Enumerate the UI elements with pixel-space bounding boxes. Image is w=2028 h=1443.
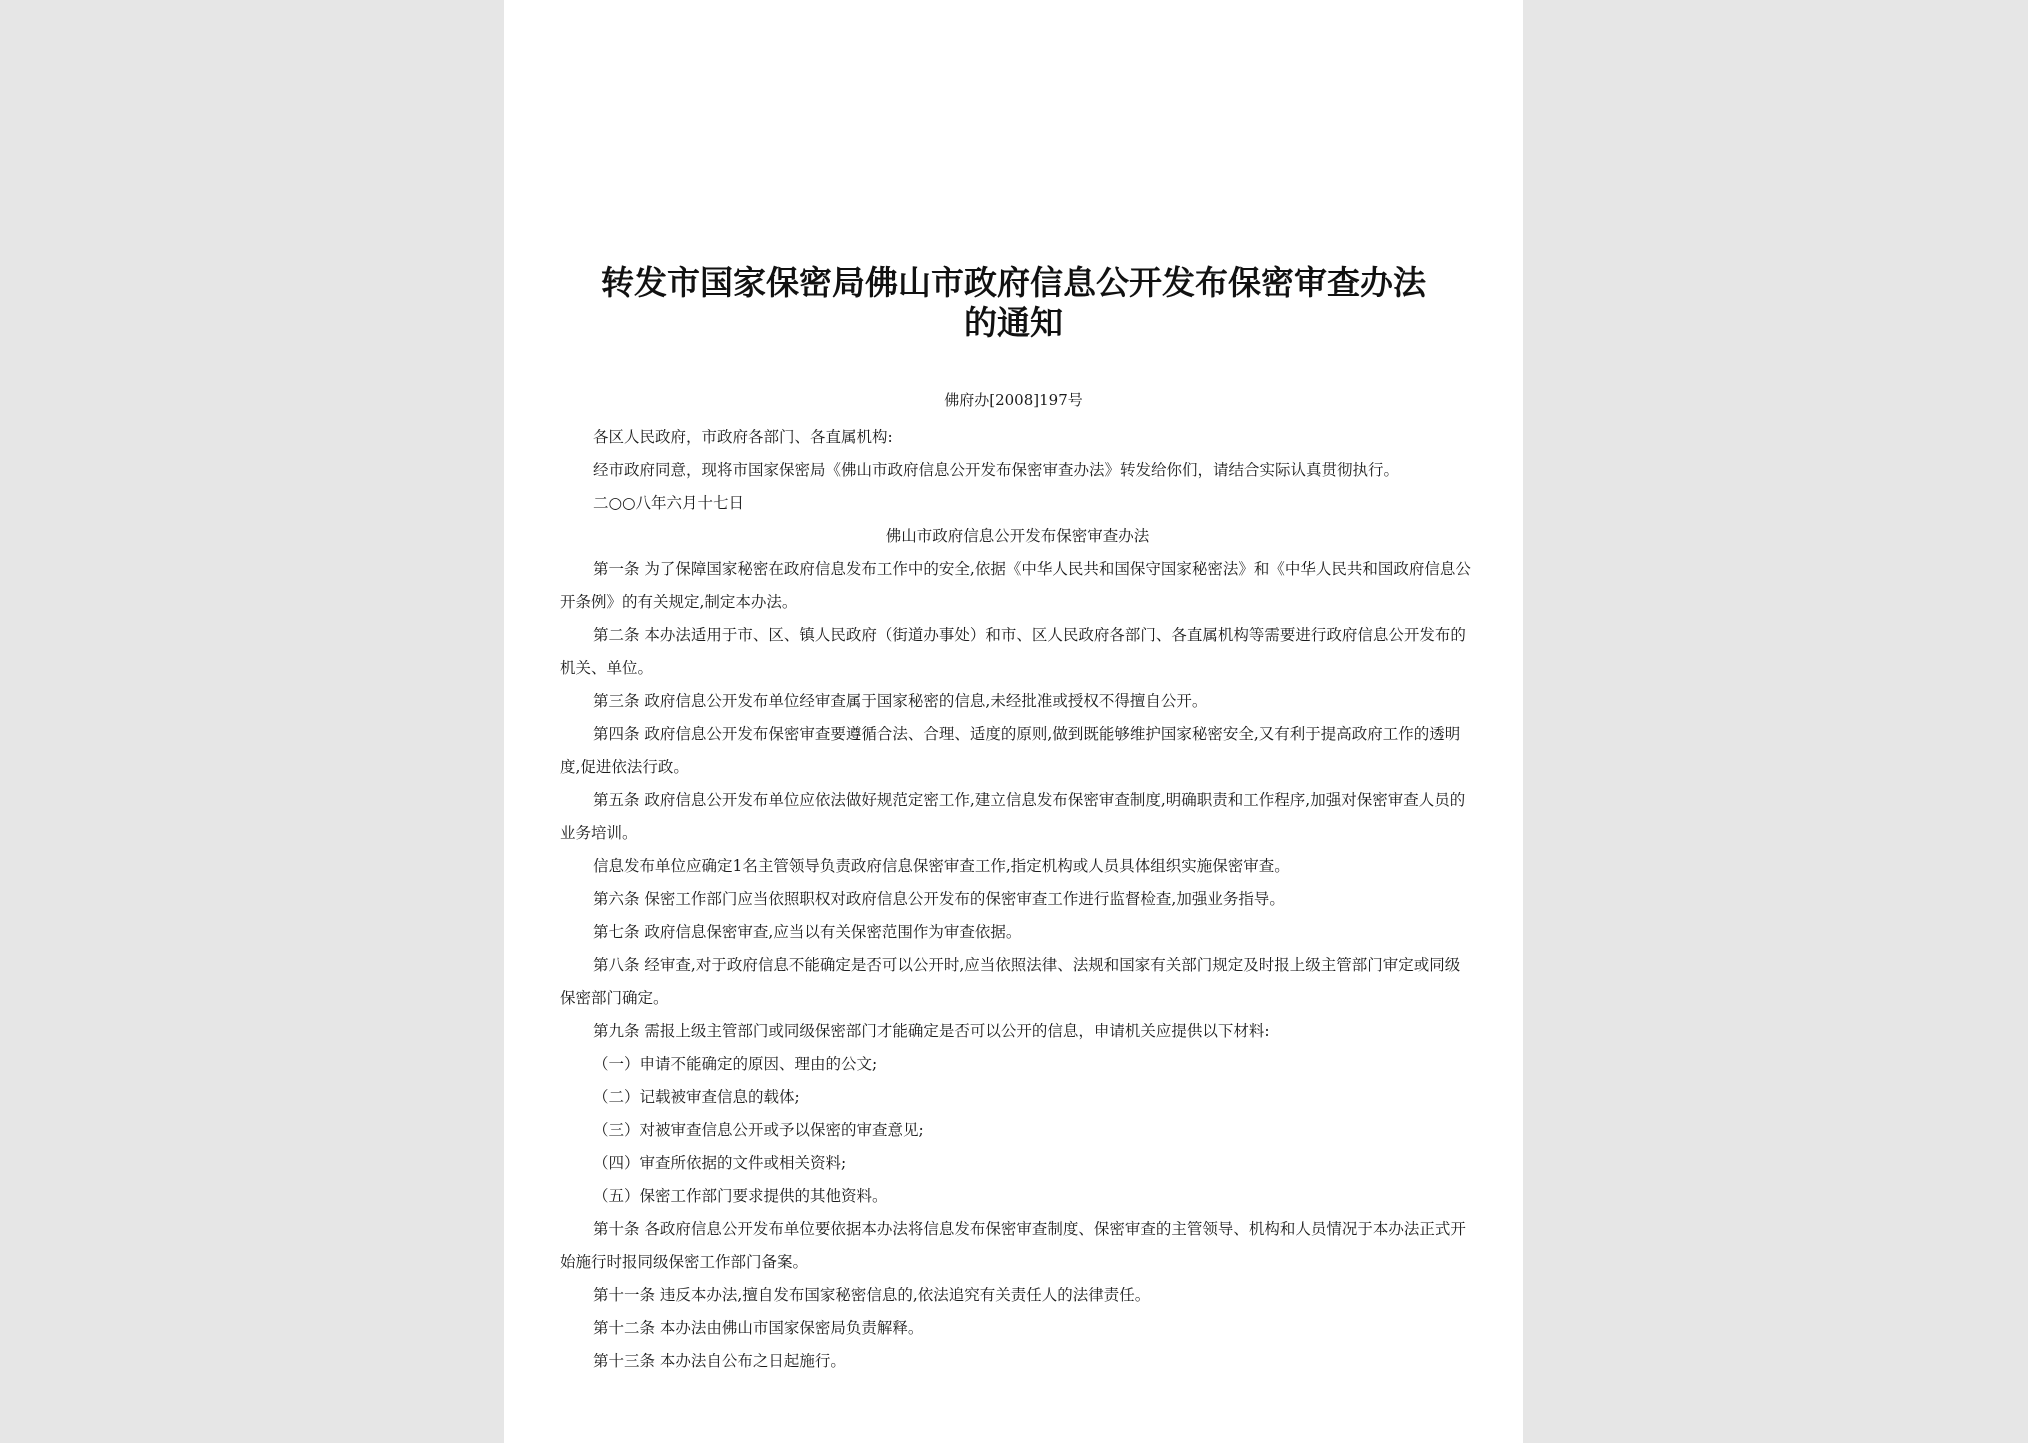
article-3: 第三条 政府信息公开发布单位经审查属于国家秘密的信息,未经批准或授权不得擅自公开。 xyxy=(593,692,1208,710)
article-2: 第二条 本办法适用于市、区、镇人民政府（街道办事处）和市、区人民政府各部门、各直属机构等需要进行政府信息公开发布的机关、单位。 xyxy=(560,626,1466,677)
article-7: 第七条 政府信息保密审查,应当以有关保密范围作为审查依据。 xyxy=(593,923,1022,941)
article-4: 第四条 政府信息公开发布保密审查要遵循合法、合理、适度的原则,做到既能够维护国家秘密安全,又有利于提高政府工作的透明度,促进依法行政。 xyxy=(560,725,1461,776)
document-number: 佛府办[2008]197号 xyxy=(944,391,1083,409)
article-13: 第十三条 本办法自公布之日起施行。 xyxy=(593,1352,846,1370)
article-9-item-5: （五）保密工作部门要求提供的其他资料。 xyxy=(593,1187,888,1205)
article-12: 第十二条 本办法由佛山市国家保密局负责解释。 xyxy=(593,1319,924,1337)
article-6: 第六条 保密工作部门应当依照职权对政府信息公开发布的保密审查工作进行监督检查,加强业务指导。 xyxy=(593,890,1285,908)
article-5-supplement: 信息发布单位应确定1名主管领导负责政府信息保密审查工作,指定机构或人员具体组织实施保密审查。 xyxy=(593,857,1290,875)
article-1: 第一条 为了保障国家秘密在政府信息发布工作中的安全,依据《中华人民共和国保守国家秘密法》和《中华人民共和国政府信息公开条例》的有关规定,制定本办法。 xyxy=(560,560,1471,611)
article-9: 第九条 需报上级主管部门或同级保密部门才能确定是否可以公开的信息，申请机关应提供以下材料: xyxy=(593,1022,1270,1040)
document-page xyxy=(504,0,1523,1443)
intro-paragraph: 经市政府同意，现将市国家保密局《佛山市政府信息公开发布保密审查办法》转发给你们，请结合实际认真贯彻执行。 xyxy=(593,461,1400,479)
addressee: 各区人民政府，市政府各部门、各直属机构: xyxy=(593,428,893,446)
document-body xyxy=(560,421,1475,1378)
article-9-item-1: （一）申请不能确定的原因、理由的公文; xyxy=(593,1055,878,1073)
document-title: 转发市国家保密局佛山市政府信息公开发布保密审查办法的通知 xyxy=(601,263,1426,342)
article-8: 第八条 经审查,对于政府信息不能确定是否可以公开时,应当依照法律、法规和国家有关部门规定及时报上级主管部门审定或同级保密部门确定。 xyxy=(560,956,1461,1007)
measure-title: 佛山市政府信息公开发布保密审查办法 xyxy=(885,527,1150,545)
article-9-item-4: （四）审查所依据的文件或相关资料; xyxy=(593,1154,847,1172)
article-5: 第五条 政府信息公开发布单位应依法做好规范定密工作,建立信息发布保密审查制度,明确职责和工作程序,加强对保密审查人员的业务培训。 xyxy=(560,791,1466,842)
article-9-item-3: （三）对被审查信息公开或予以保密的审查意见; xyxy=(593,1121,924,1139)
article-11: 第十一条 违反本办法,擅自发布国家秘密信息的,依法追究有关责任人的法律责任。 xyxy=(593,1286,1151,1304)
article-10: 第十条 各政府信息公开发布单位要依据本办法将信息发布保密审查制度、保密审查的主管领导、机构和人员情况于本办法正式开始施行时报同级保密工作部门备案。 xyxy=(560,1220,1466,1271)
article-9-item-2: （二）记载被审查信息的载体; xyxy=(593,1088,800,1106)
issue-date: 二○○八年六月十七日 xyxy=(593,494,745,512)
